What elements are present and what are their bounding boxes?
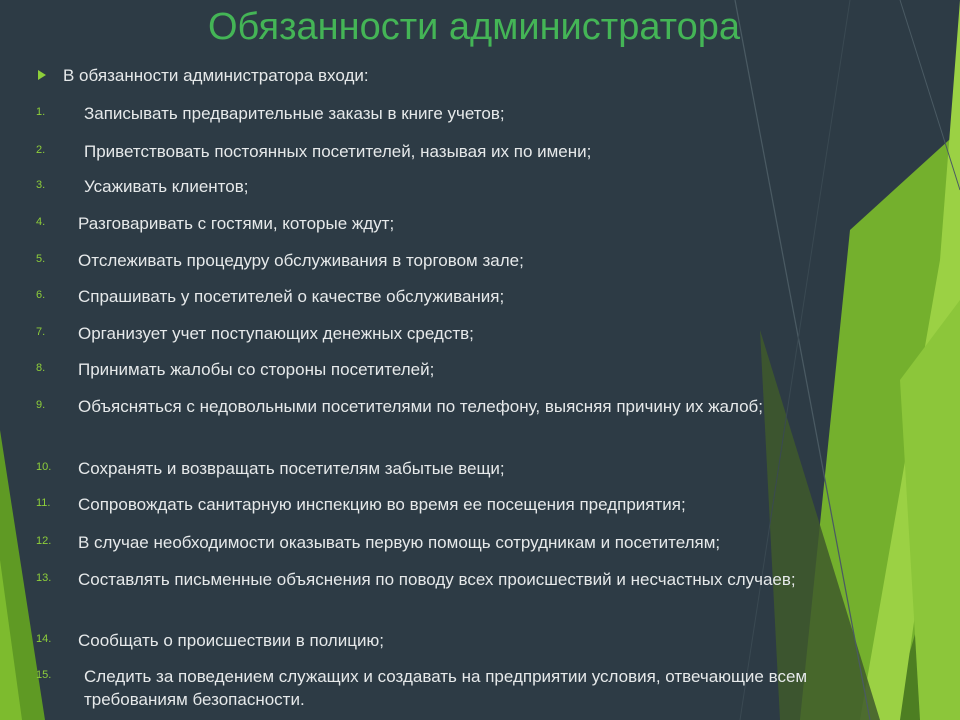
list-item-text: Принимать жалобы со стороны посетителей; (78, 360, 435, 379)
list-item-number: 13. (36, 572, 52, 584)
list-item-number: 8. (36, 362, 46, 374)
list-item-number: 9. (36, 399, 46, 411)
list-item-text: Разговаривать с гостями, которые ждут; (78, 214, 395, 233)
list-item-text: Сопровождать санитарную инспекцию во время ее посещения предприятия; (78, 495, 686, 514)
list-item-text: Приветствовать постоянных посетителей, называя их по имени; (84, 142, 592, 161)
list-item-text: Записывать предварительные заказы в книге учетов; (84, 104, 505, 123)
triangle-bullet-icon (38, 70, 46, 80)
list-item-number: 11. (36, 497, 51, 509)
list-item-text: В случае необходимости оказывать первую помощь сотрудникам и посетителям; (78, 533, 721, 552)
slide-title: Обязанности администратора (208, 6, 740, 48)
list-item-number: 7. (36, 326, 46, 338)
list-item-number: 12. (36, 535, 52, 547)
list-item-text: Усаживать клиентов; (84, 177, 249, 196)
list-item-text: Организует учет поступающих денежных средств; (78, 324, 474, 343)
list-item-text: Спрашивать у посетителей о качестве обслуживания; (78, 287, 505, 306)
list-item-number: 14. (36, 633, 52, 645)
list-item-text: Следить за поведением служащих и создавать на предприятии условия, отвечающие всем требованиям безопасности. (84, 667, 808, 709)
list-item-number: 2. (36, 144, 46, 156)
intro-text: В обязанности администратора входи: (63, 66, 369, 85)
list-item-number: 3. (36, 179, 46, 191)
list-item-number: 4. (36, 216, 46, 228)
list-item-text: Сообщать о происшествии в полицию; (78, 631, 384, 650)
list-item-number: 5. (36, 253, 46, 265)
list-item-text: Составлять письменные объяснения по поводу всех происшествий и несчастных случаев; (78, 570, 796, 589)
list-item-number: 6. (36, 289, 46, 301)
list-item-text: Отслеживать процедуру обслуживания в торговом зале; (78, 251, 524, 270)
list-item-text: Сохранять и возвращать посетителям забытые вещи; (78, 459, 505, 478)
list-item-number: 1. (36, 106, 46, 118)
list-item-text: Объясняться с недовольными посетителями по телефону, выясняя причину их жалоб; (78, 397, 764, 416)
list-item-number: 15. (36, 669, 52, 681)
intro-line (38, 66, 369, 86)
list-item-number: 10. (36, 461, 52, 473)
